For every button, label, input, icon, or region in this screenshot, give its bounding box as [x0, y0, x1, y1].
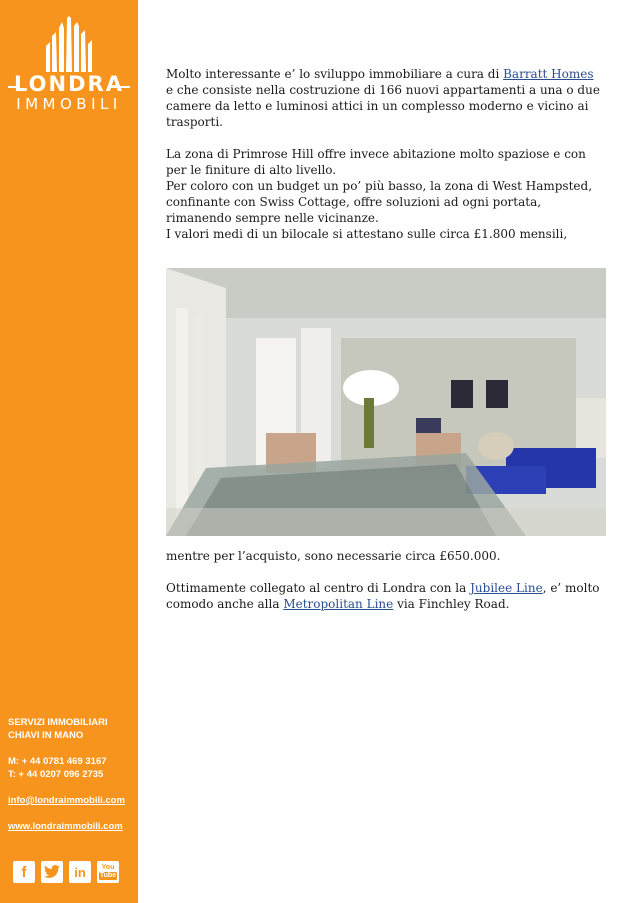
website-link[interactable]: www.londraimmobili.com [8, 821, 123, 832]
services-line-2: CHIAVI IN MANO [8, 730, 84, 741]
mobile-number: M: + 44 0781 469 3167 [8, 756, 107, 767]
paragraph-purchase: mentre per l’acquisto, sono necessarie circa £650.000. [166, 549, 501, 563]
linkedin-icon[interactable]: in [69, 861, 91, 883]
logo [8, 16, 130, 116]
services-line-1: SERVIZI IMMOBILIARI [8, 717, 108, 728]
youtube-icon[interactable]: You Tube [97, 861, 119, 883]
contact-info [8, 716, 136, 833]
article-top [166, 66, 606, 242]
brand-subname: IMMOBILI [16, 95, 122, 113]
sidebar [0, 0, 138, 903]
metropolitan-line-link[interactable]: Metropolitan Line [283, 597, 394, 611]
social-links [13, 861, 119, 883]
brand-name: LONDRA [14, 72, 124, 96]
twitter-icon[interactable] [41, 861, 63, 883]
paragraph-transport: Ottimamente collegato al centro di Londra con la Jubilee Line, e’ molto comodo anche alla Metropolitan Line via Finchley Road. [166, 581, 600, 611]
paragraph-barratt: Molto interessante e’ lo sviluppo immobiliare a cura di Barratt Homes e che consiste nella costruzione di 166 nuovi appartamenti a una o due camere da letto e luminosi attici in un complesso moderno e vicino ai trasporti. [166, 67, 600, 129]
barratt-homes-link[interactable]: Barratt Homes [503, 67, 594, 81]
article-bottom [166, 548, 606, 612]
facebook-icon[interactable]: f [13, 861, 35, 883]
interior-photo [166, 268, 606, 536]
jubilee-line-link[interactable]: Jubilee Line [470, 581, 543, 595]
paragraph-primrose-hill: La zona di Primrose Hill offre invece abitazione molto spaziose e con per le finiture di alto livello. Per coloro con un budget un po’ più basso, la zona di West Hampsted, confinante con Swiss Cottage, offre soluzioni ad ogni portata, rimanendo sempre nelle vicinanze. I valori medi di un bilocale si attestano sulle circa £1.800 mensili, [166, 147, 593, 241]
phone-number: T: + 44 0207 096 2735 [8, 769, 104, 780]
skyline-icon [44, 16, 94, 72]
email-link[interactable]: info@londraimmobili.com [8, 795, 125, 806]
